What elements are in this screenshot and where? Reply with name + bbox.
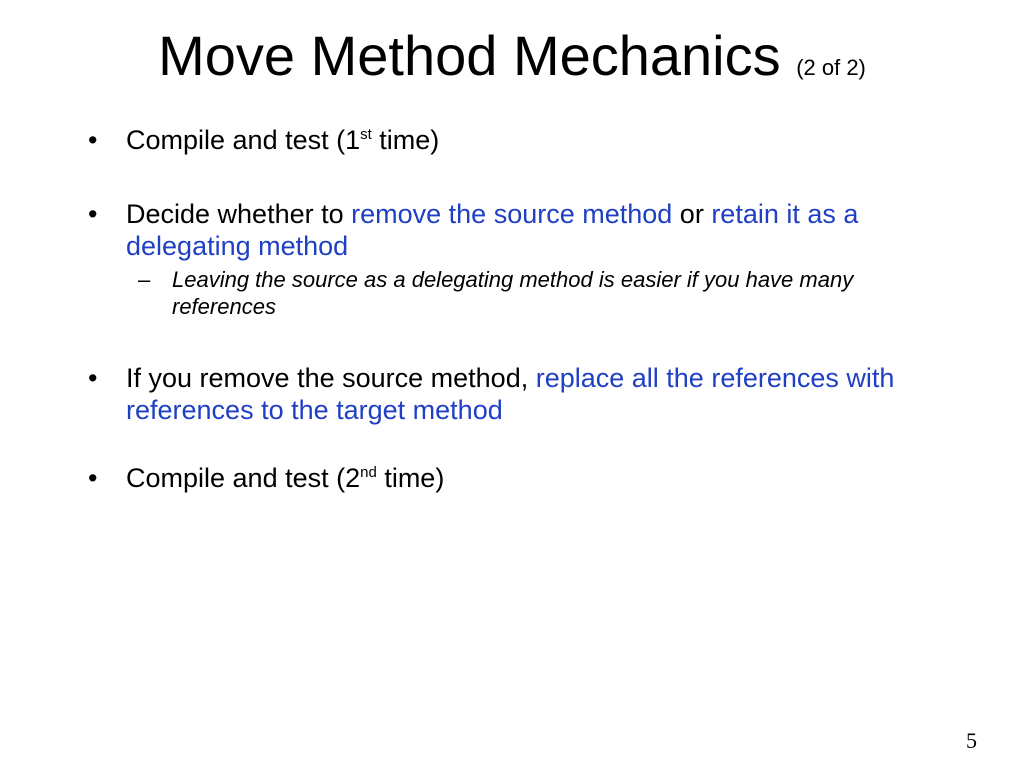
bullet-dot-icon: • <box>88 199 98 229</box>
title-text: Move Method Mechanics <box>158 24 781 87</box>
bullet-dot-icon: • <box>88 125 98 155</box>
bullet-remove-source <box>88 362 948 426</box>
bullet-compile-test-2 <box>88 462 948 494</box>
bullet-decide <box>88 198 948 262</box>
page-number: 5 <box>966 728 977 753</box>
bullet-text: Decide whether to <box>126 199 352 229</box>
bullet-text: or <box>672 199 712 229</box>
title-subtitle: (2 of 2) <box>796 55 866 80</box>
highlight-text: retain it as a delegating method <box>126 199 859 261</box>
highlight-text: remove the source method <box>351 199 673 229</box>
bullet-dot-icon: • <box>88 363 98 393</box>
ordinal-suffix: nd <box>360 464 377 481</box>
bullet-text: time) <box>371 125 440 155</box>
bullet-list <box>88 124 948 494</box>
bullet-text: time) <box>376 463 445 493</box>
sub-bullet-delegating <box>88 266 908 320</box>
bullet-dot-icon: • <box>88 463 98 493</box>
bullet-text: Compile and test (1 <box>126 125 361 155</box>
slide-title <box>0 22 1024 102</box>
sub-bullet-dash-icon: – <box>138 267 151 292</box>
highlight-text: replace all the references with references to the target method <box>126 363 895 425</box>
bullet-compile-test-1 <box>88 124 948 156</box>
sub-bullet-text: Leaving the source as a delegating method is easier if you have many references <box>172 267 854 319</box>
bullet-text: If you remove the source method, <box>126 363 536 393</box>
ordinal-suffix: st <box>360 126 372 143</box>
bullet-text: Compile and test (2 <box>126 463 361 493</box>
